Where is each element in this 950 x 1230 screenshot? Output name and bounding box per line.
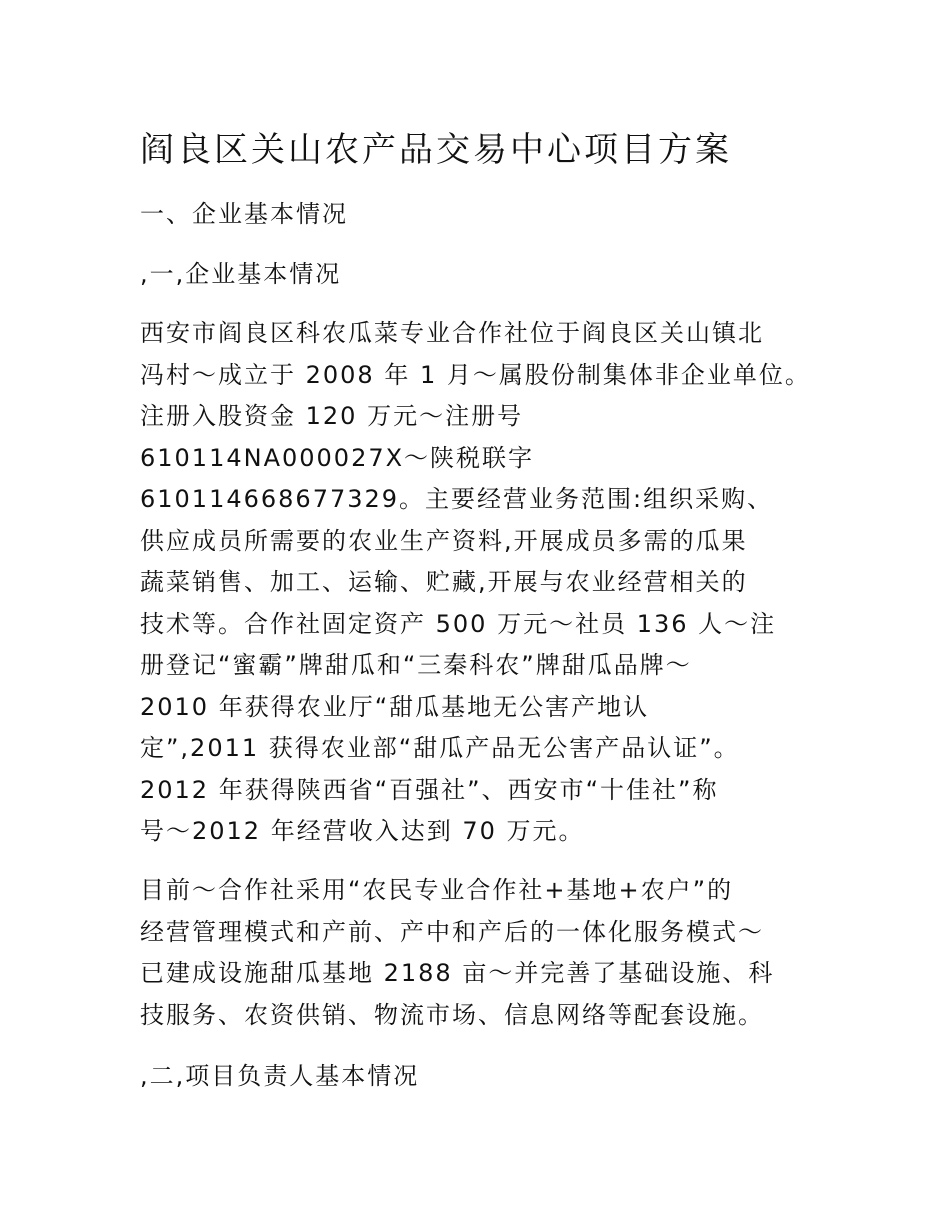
paragraph-operating-model [140,870,774,1036]
paragraph-cooperative-profile [140,313,811,853]
paragraph-line: 已建成设施甜瓜基地 2188 亩～并完善了基础设施、科 [140,959,775,987]
section-heading-enterprise-info: 一、企业基本情况 [140,200,348,228]
paragraph-line: 西安市阎良区科农瓜菜专业合作社位于阎良区关山镇北 [140,319,764,347]
paragraph-line: 冯村～成立于 2008 年 1 月～属股份制集体非企业单位。 [140,360,811,389]
paragraph-line: 2010 年获得农业厅“甜瓜基地无公害产地认 [140,692,650,721]
paragraph-line: 经营管理模式和产前、产中和产后的一体化服务模式～ [140,917,764,946]
paragraph-line: 目前～合作社采用“农民专业合作社+基地+农户”的 [140,876,734,904]
paragraph-line: 号～2012 年经营收入达到 70 万元。 [140,817,585,845]
paragraph-line: 定”,2011 获得农业部“甜瓜产品无公害产品认证”。 [140,734,740,762]
document-title: 阎良区关山农产品交易中心项目方案 [140,130,732,170]
paragraph-line: 技术等。合作社固定资产 500 万元～社员 136 人～注 [140,609,777,638]
subsection-heading-project-lead: ,二,项目负责人基本情况 [140,1062,420,1090]
paragraph-line: 2012 年获得陕西省“百强社”、西安市“十佳社”称 [140,775,719,804]
subsection-heading-enterprise-info: ,一,企业基本情况 [140,260,342,288]
paragraph-line: 供应成员所需要的农业生产资料,开展成员多需的瓜果 [140,526,748,555]
paragraph-line: 技服务、农资供销、物流市场、信息网络等配套设施。 [140,1000,764,1029]
paragraph-line: 蔬菜销售、加工、运输、贮藏,开展与农业经营相关的 [140,568,748,596]
paragraph-line: 注册入股资金 120 万元～注册号 [140,402,524,430]
paragraph-line: 册登记“蜜霸”牌甜瓜和“三秦科农”牌甜瓜品牌～ [140,651,692,679]
paragraph-line: 610114NA000027X～陕税联字 [140,443,535,472]
paragraph-line: 610114668677329。主要经营业务范围:组织采购、 [140,485,774,513]
